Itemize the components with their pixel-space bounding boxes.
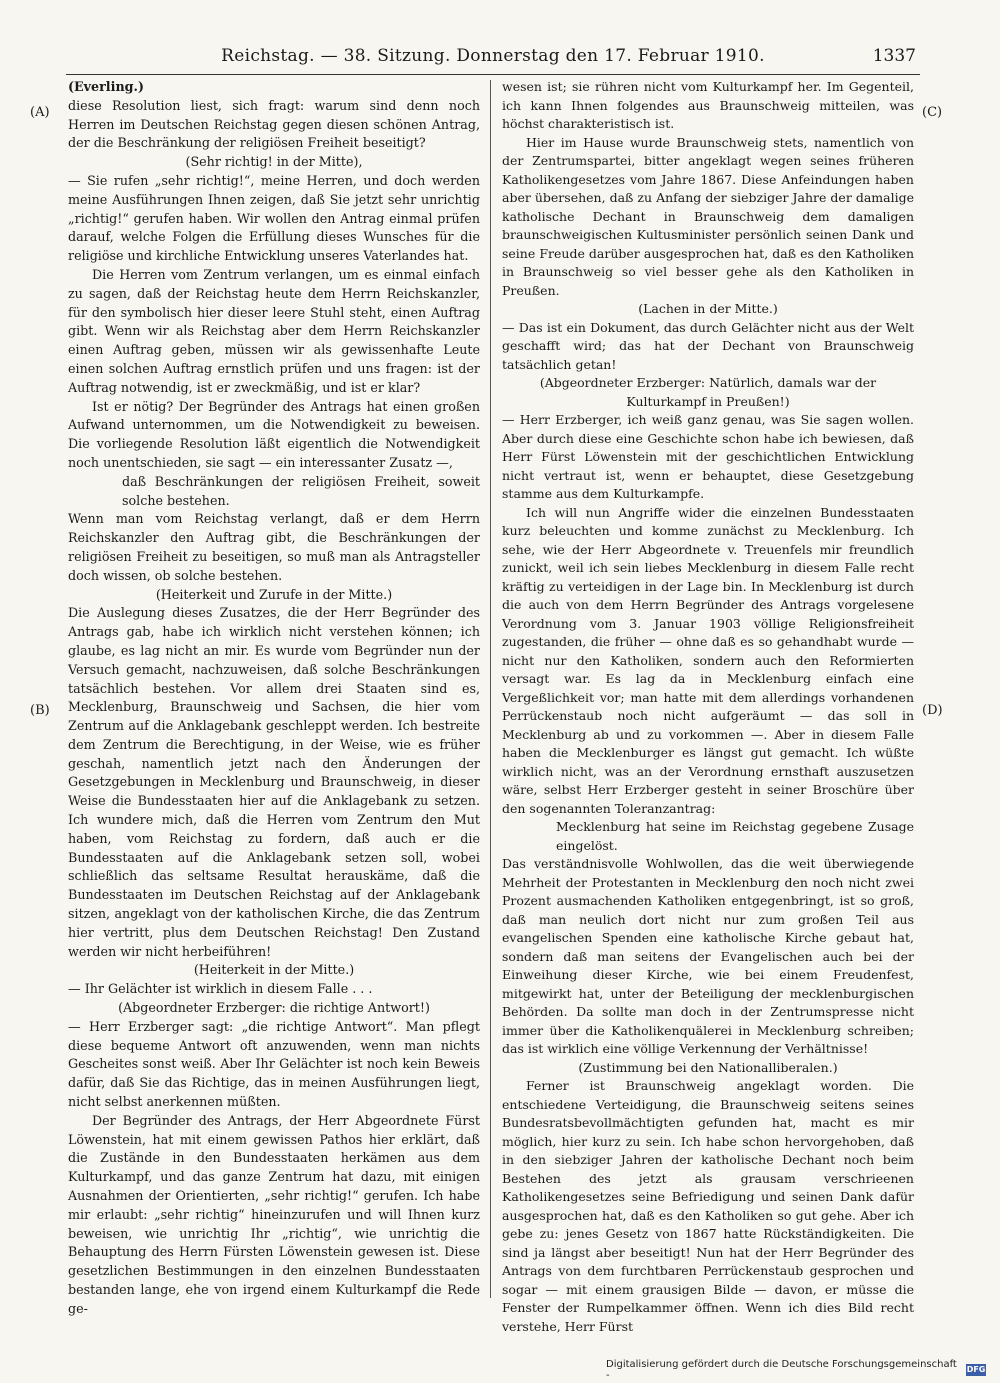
- digitization-footer: [606, 1359, 986, 1381]
- interjection: (Sehr richtig! in der Mitte),: [185, 154, 363, 170]
- paragraph: Das verständnisvolle Wohlwollen, das die weit überwiegende Mehrheit der Protestanten in Mecklenburg den noch nicht zwei Prozent ausmachenden Katholiken entgegenbringt, ist so groß, daß man neulich dort nicht nur zum großen Teil aus evangelischen Spenden eine katholische Kirche gebaut hat, sondern daß man seitens der Evangelischen auch bei der Einweihung dieser Kirche, wie bei einem Freudenfest, mitgewirkt hat, unter der Beteiligung der mecklenburgischen Behörden. Da sollte man doch in der Zentrumspresse nicht immer über die Katholikenquälerei in Mecklenburg schreiben; das ist wirklich eine völlige Verkennung der Verhältnisse!: [502, 856, 914, 1056]
- paragraph: — Herr Erzberger, ich weiß ganz genau, was Sie sagen wollen. Aber durch diese eine Geschichte schon habe ich bewiesen, daß Herr Fürst Löwenstein mit der geschichtlichen Entwicklung nicht vertraut ist, wenn er behauptet, diese Gesetzgebung stamme aus dem Kulturkampfe.: [502, 412, 914, 501]
- interjection: (Heiterkeit in der Mitte.): [193, 962, 355, 978]
- paragraph: Wenn man vom Reichstag verlangt, daß er dem Herrn Reichskanzler den Auftrag gibt, die Beschränkungen der religiösen Freiheit zu beseitigen, so muß man als Antragsteller doch wissen, ob solche bestehen.: [68, 511, 480, 583]
- quotation: Mecklenburg hat seine im Reichstag gegebene Zusage eingelöst.: [556, 819, 914, 853]
- interjection: (Zustimmung bei den Nationalliberalen.): [578, 1059, 838, 1075]
- header-rule: [66, 74, 920, 75]
- quotation: daß Beschränkungen der religiösen Freiheit, soweit solche bestehen.: [122, 473, 480, 508]
- footer-text: Digitalisierung gefördert durch die Deutsche Forschungsgemeinschaft -: [606, 1359, 957, 1381]
- page-header: [70, 46, 916, 74]
- interjection: (Abgeordneter Erzberger: die richtige Antwort!): [118, 1000, 430, 1016]
- speaker-name: (Everling.): [68, 79, 144, 94]
- paragraph: Der Begründer des Antrags, der Herr Abgeordnete Fürst Löwenstein, hat mit einem gewissen Pathos hier erklärt, daß die Zustände in den Bundesstaaten herkämen aus dem Kulturkampf, und das ganze Zentrum hat dazu, mit einigen Ausnahmen der Orientierten, „sehr richtig!“ gerufen. Ich habe mir erlaubt: „sehr richtig“ hineinzurufen und will Ihnen kurz beweisen, wie unrichtig Ihr „richtig“, wie unrichtig die Behauptung des Herrn Fürsten Löwenstein gewesen ist. Diese gesetzlichen Bestimmungen in den einzelnen Bundesstaaten bestanden lange, ehe von irgend einem Kulturkampf die Rede ge-: [68, 1112, 480, 1316]
- interjection: (Lachen in der Mitte.): [638, 301, 778, 316]
- interjection: (Heiterkeit und Zurufe in der Mitte.): [155, 586, 393, 602]
- paragraph: — Ihr Gelächter ist wirklich in diesem Falle . . .: [68, 981, 373, 997]
- paragraph: Hier im Hause wurde Braunschweig stets, namentlich von der Zentrumspartei, bitter angeklagt wegen seines früheren Katholikengesetzes vom Jahre 1867. Diese Anfeindungen haben aber übersehen, daß zu Anfang der siebziger Jahre der damalige katholische Dechant in Braunschweig dem damaligen braunschweigischen Kultusminister persönlich seinen Dank und seine Freude darüber ausgesprochen hat, daß es den Katholiken in Braunschweig so viel besser gehe als den Katholiken in Preußen.: [502, 134, 914, 298]
- margin-marker-a: (A): [30, 105, 50, 120]
- paragraph: diese Resolution liest, sich fragt: warum sind denn noch Herren im Deutschen Reichstag gegen diesen schönen Antrag, der die Beschränkung der religiösen Freiheit beseitigt?: [68, 97, 480, 151]
- running-title: Reichstag. — 38. Sitzung. Donnerstag den 17. Februar 1910.: [221, 46, 765, 66]
- paragraph: — Sie rufen „sehr richtig!“, meine Herren, und doch werden meine Ausführungen Ihnen zeigen, daß Sie jetzt sehr unrichtig „richtig!“ gerufen haben. Wir wollen den Antrag einmal prüfen darauf, welche Folgen die Erfüllung dieses Wunsches für die religiöse und kirchliche Entwicklung unseres Vaterlandes hat.: [68, 172, 480, 264]
- paragraph: Ferner ist Braunschweig angeklagt worden. Die entschiedene Verteidigung, die Braunschweig seitens seines Bundesratsbevollmächtigten gefunden hat, macht es mir möglich, hier kurz zu sein. Ich habe schon hervorgehoben, daß in den siebziger Jahren der katholische Dechant noch beim Bestehen des jetzt als grausam verschrieenen Katholikengesetzes seine Befriedigung und seinen Dank dafür ausgesprochen hat, daß es den Katholiken so gut gehe. Aber ich gebe zu: jenes Gesetz von 1867 hatte Rückständigkeiten. Die sind ja längst aber beseitigt! Nun hat der Herr Begründer des Antrags von dem furchtbaren Perrückenstaub gesprochen und sogar — mit einem grausigen Bilde — davon, er müsse die Fenster der Rumpelkammer öffnen. Wenn ich dies Bild recht verstehe, Herr Fürst: [502, 1078, 914, 1334]
- margin-marker-b: (B): [30, 703, 50, 718]
- paragraph: — Herr Erzberger sagt: „die richtige Antwort“. Man pflegt diese bequeme Antwort oft anzuwenden, wenn man nichts Gescheites sonst weiß. Aber Ihr Gelächter ist noch kein Beweis dafür, daß Sie das Richtige, das in meinen Ausführungen liegt, nicht selbst anerkennen müßten.: [68, 1018, 480, 1110]
- paragraph: Die Auslegung dieses Zusatzes, die der Herr Begründer des Antrags gab, habe ich wirklich nicht verstehen können; ich glaube, es lag nicht an mir. Es wurde vom Begründer nun der Versuch gemacht, nachzuweisen, daß solche Beschränkungen tatsächlich bestehen. Vor allem drei Staaten sind es, Mecklenburg, Braunschweig und Sachsen, die hier vom Zentrum auf die Anklagebank geschleppt werden. Ich bestreite dem Zentrum die Berechtigung, in der Weise, wie es früher geschah, namentlich jetzt nach den Änderungen der Gesetzgebungen in Mecklenburg und Braunschweig, in dieser Weise die Bundesstaaten hier auf die Anklagebank zu setzen. Ich wundere mich, daß die Herren vom Zentrum den Mut haben, vom Reichstag zu fordern, daß auch er die Bundesstaaten auf die Anklagebank setzen soll, wobei schließlich das seltsame Resultat herauskäme, daß die Bundesstaaten im Deutschen Reichstag auf der Anklagebank sitzen, angeklagt von der katholischen Kirche, die das Zentrum hier vertritt, plus dem Deutschen Reichstag! Den Zustand werden wir nicht herbeiführen!: [68, 605, 480, 959]
- interjection: (Abgeordneter Erzberger: Natürlich, damals war der Kulturkampf in Preußen!): [539, 375, 877, 409]
- paragraph: wesen ist; sie rühren nicht vom Kulturkampf her. Im Gegenteil, ich kann Ihnen folgendes aus Braunschweig mitteilen, was höchst charakteristisch ist.: [502, 79, 914, 131]
- paragraph: Ist er nötig? Der Begründer des Antrags hat einen großen Aufwand unternommen, um die Notwendigkeit zu beweisen. Die vorliegende Resolution läßt eigentlich die Notwendigkeit noch unentschieden, sie sagt — ein interessanter Zusatz —,: [68, 398, 480, 470]
- page-number: 1337: [872, 46, 916, 66]
- margin-marker-c: (C): [922, 105, 943, 120]
- paragraph: Ich will nun Angriffe wider die einzelnen Bundesstaaten kurz beleuchten und komme zunächst zu Mecklenburg. Ich sehe, wie der Herr Abgeordnete v. Treuenfels mir freundlich zunickt, weil ich sein liebes Mecklenburg in diesem Falle recht kräftig zu verteidigen in der Lage bin. In Mecklenburg ist durch die auch von dem Herrn Begründer des Antrags vorgelesene Verordnung vom 3. Januar 1903 völlige Religionsfreiheit zugestanden, die früher — ohne daß es so gehandhabt wurde — nicht nur den Katholiken, sondern auch den Reformierten versagt war. Es lag da in Mecklenburg einfach eine Vergeßlichkeit vor; man hatte mit dem allerdings vorhandenen Perrückenstaub noch nicht aufgeräumt — das soll in Mecklenburg ab und zu vorkommen —. Aber in diesem Falle haben die Mecklenburger es längst gut gemacht. Ich wüßte wirklich nicht, was an der Verordnung ernsthaft auszusetzen wäre, selbst Herr Erzberger gesteht in seiner Broschüre über den sogenannten Toleranzantrag:: [502, 504, 914, 816]
- column-separator: [490, 80, 491, 1298]
- dfg-logo-icon: DFG: [966, 1365, 986, 1374]
- left-column: [68, 78, 480, 1319]
- margin-marker-d: (D): [922, 703, 943, 718]
- right-column: [502, 78, 914, 1336]
- paragraph: — Das ist ein Dokument, das durch Gelächter nicht aus der Welt geschafft wird; das hat der Dechant von Braunschweig tatsächlich getan!: [502, 319, 914, 372]
- paragraph: Die Herren vom Zentrum verlangen, um es einmal einfach zu sagen, daß der Reichstag heute dem Herrn Reichskanzler, für den symbolisch hier dieser leere Stuhl steht, einen Auftrag gibt. Wenn wir als Reichstag aber dem Herrn Reichskanzler einen Auftrag geben, müssen wir als gewissenhafte Leute einen solchen Auftrag ernstlich prüfen und uns fragen: ist der Auftrag notwendig, ist er zweckmäßig, und ist er klar?: [68, 266, 480, 395]
